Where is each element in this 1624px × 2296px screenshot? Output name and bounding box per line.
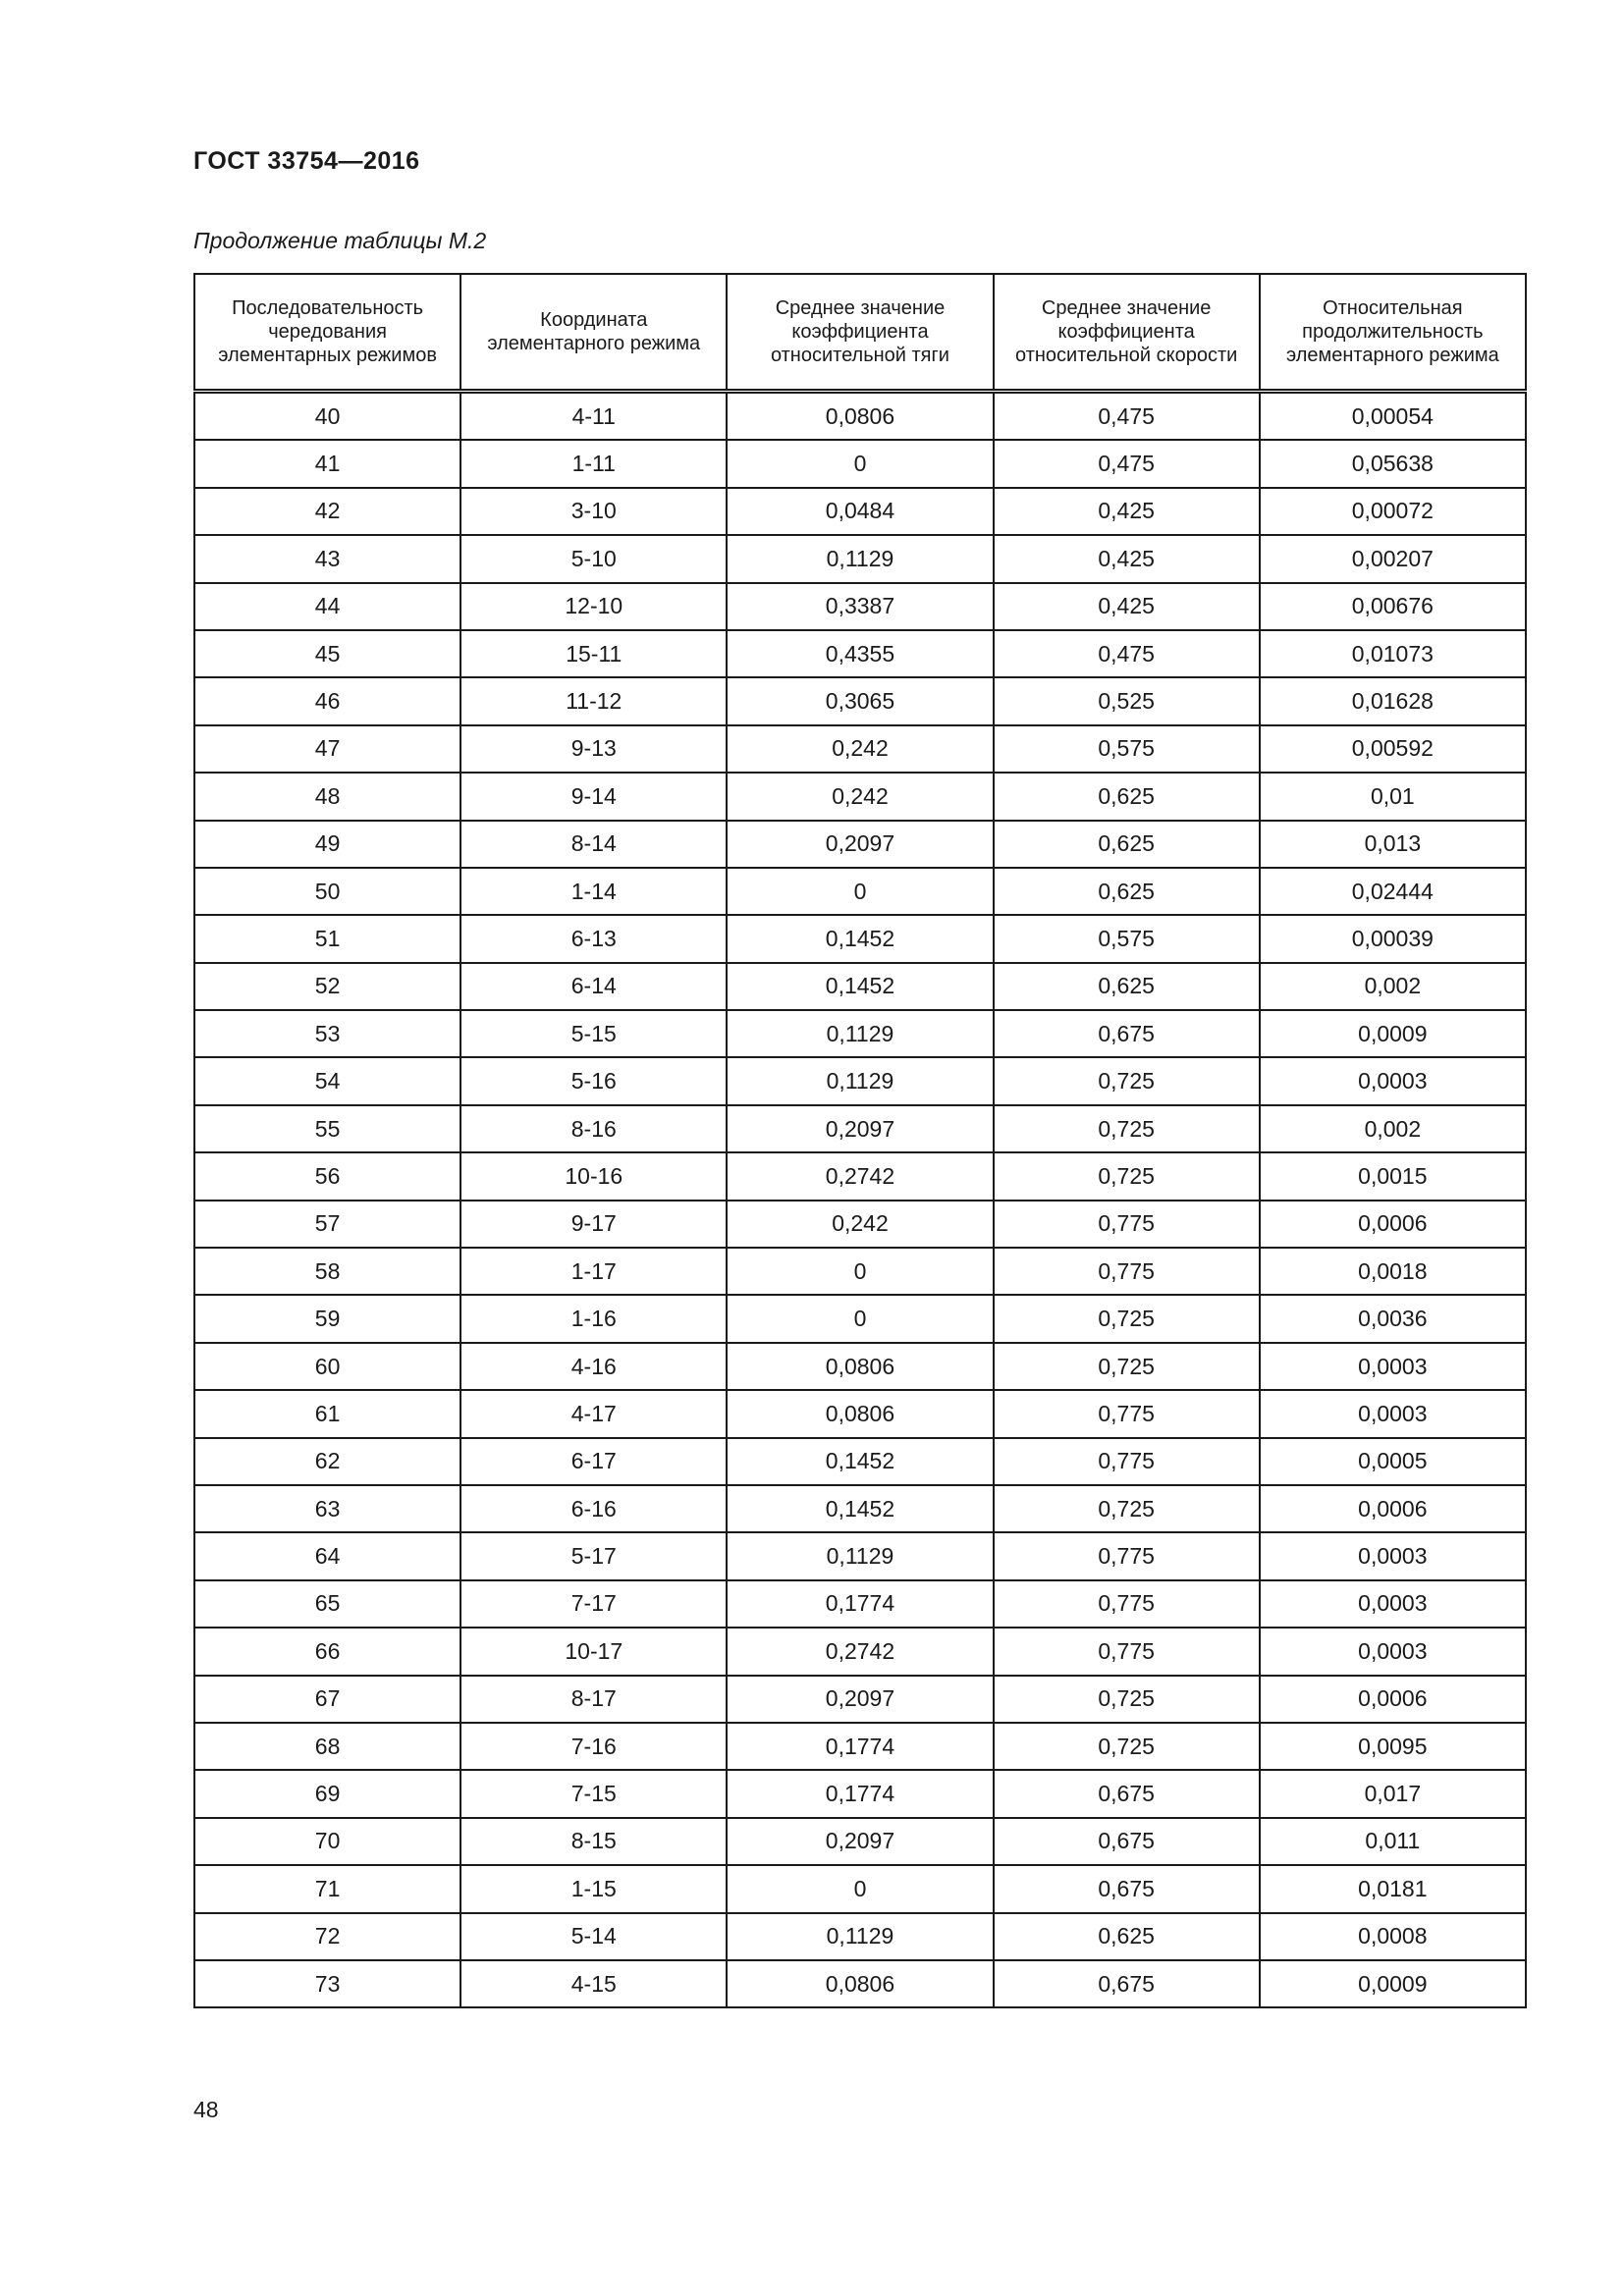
cell-speed-coefficient: 0,575 bbox=[994, 915, 1260, 962]
cell-speed-coefficient: 0,725 bbox=[994, 1295, 1260, 1342]
cell-sequence: 63 bbox=[194, 1485, 460, 1532]
cell-sequence: 67 bbox=[194, 1676, 460, 1723]
cell-speed-coefficient: 0,425 bbox=[994, 583, 1260, 630]
cell-coordinate: 7-15 bbox=[460, 1770, 727, 1817]
cell-thrust-coefficient: 0 bbox=[727, 1295, 993, 1342]
table-row bbox=[194, 1960, 1526, 2007]
cell-sequence: 42 bbox=[194, 488, 460, 535]
table-row bbox=[194, 725, 1526, 773]
table-header bbox=[194, 274, 1526, 392]
cell-coordinate: 1-15 bbox=[460, 1865, 727, 1912]
cell-coordinate: 8-17 bbox=[460, 1676, 727, 1723]
cell-sequence: 62 bbox=[194, 1438, 460, 1485]
table-row bbox=[194, 1152, 1526, 1200]
cell-thrust-coefficient: 0,1452 bbox=[727, 915, 993, 962]
cell-thrust-coefficient: 0,1452 bbox=[727, 963, 993, 1010]
cell-coordinate: 1-17 bbox=[460, 1248, 727, 1295]
cell-speed-coefficient: 0,675 bbox=[994, 1865, 1260, 1912]
table-caption: Продолжение таблицы М.2 bbox=[193, 228, 487, 253]
cell-sequence: 52 bbox=[194, 963, 460, 1010]
cell-sequence: 64 bbox=[194, 1532, 460, 1579]
cell-thrust-coefficient: 0,1452 bbox=[727, 1438, 993, 1485]
cell-relative-duration: 0,00676 bbox=[1260, 583, 1526, 630]
cell-speed-coefficient: 0,425 bbox=[994, 535, 1260, 582]
cell-sequence: 65 bbox=[194, 1580, 460, 1628]
cell-speed-coefficient: 0,675 bbox=[994, 1010, 1260, 1057]
cell-thrust-coefficient: 0,3387 bbox=[727, 583, 993, 630]
table-row bbox=[194, 440, 1526, 487]
cell-thrust-coefficient: 0,242 bbox=[727, 725, 993, 773]
cell-coordinate: 5-14 bbox=[460, 1913, 727, 1960]
cell-coordinate: 8-16 bbox=[460, 1105, 727, 1152]
cell-speed-coefficient: 0,725 bbox=[994, 1057, 1260, 1104]
cell-relative-duration: 0,0003 bbox=[1260, 1057, 1526, 1104]
table-row bbox=[194, 1770, 1526, 1817]
cell-thrust-coefficient: 0,2742 bbox=[727, 1628, 993, 1675]
cell-coordinate: 9-14 bbox=[460, 773, 727, 820]
table-row bbox=[194, 963, 1526, 1010]
table-row bbox=[194, 1580, 1526, 1628]
cell-thrust-coefficient: 0 bbox=[727, 1865, 993, 1912]
table-header-row bbox=[194, 274, 1526, 392]
cell-relative-duration: 0,0009 bbox=[1260, 1010, 1526, 1057]
cell-sequence: 66 bbox=[194, 1628, 460, 1675]
cell-thrust-coefficient: 0,1774 bbox=[727, 1723, 993, 1770]
table-row bbox=[194, 1723, 1526, 1770]
cell-sequence: 53 bbox=[194, 1010, 460, 1057]
cell-sequence: 45 bbox=[194, 630, 460, 677]
cell-relative-duration: 0,0003 bbox=[1260, 1390, 1526, 1437]
cell-sequence: 48 bbox=[194, 773, 460, 820]
cell-coordinate: 5-16 bbox=[460, 1057, 727, 1104]
cell-coordinate: 9-17 bbox=[460, 1201, 727, 1248]
cell-sequence: 59 bbox=[194, 1295, 460, 1342]
cell-thrust-coefficient: 0,1774 bbox=[727, 1580, 993, 1628]
cell-relative-duration: 0,0095 bbox=[1260, 1723, 1526, 1770]
cell-sequence: 69 bbox=[194, 1770, 460, 1817]
cell-relative-duration: 0,002 bbox=[1260, 1105, 1526, 1152]
cell-relative-duration: 0,05638 bbox=[1260, 440, 1526, 487]
cell-speed-coefficient: 0,675 bbox=[994, 1960, 1260, 2007]
cell-coordinate: 4-11 bbox=[460, 392, 727, 441]
table-row bbox=[194, 868, 1526, 915]
table-row bbox=[194, 1248, 1526, 1295]
cell-sequence: 55 bbox=[194, 1105, 460, 1152]
cell-speed-coefficient: 0,475 bbox=[994, 392, 1260, 441]
cell-thrust-coefficient: 0,1129 bbox=[727, 535, 993, 582]
table-row bbox=[194, 1865, 1526, 1912]
column-header-thrust-coefficient: Среднее значение коэффициента относительной тяги bbox=[727, 274, 993, 392]
table-row bbox=[194, 1343, 1526, 1390]
cell-coordinate: 8-14 bbox=[460, 821, 727, 868]
cell-coordinate: 10-16 bbox=[460, 1152, 727, 1200]
cell-speed-coefficient: 0,725 bbox=[994, 1485, 1260, 1532]
table-row bbox=[194, 915, 1526, 962]
cell-thrust-coefficient: 0,0806 bbox=[727, 1390, 993, 1437]
cell-speed-coefficient: 0,625 bbox=[994, 1913, 1260, 1960]
cell-thrust-coefficient: 0,1452 bbox=[727, 1485, 993, 1532]
cell-coordinate: 10-17 bbox=[460, 1628, 727, 1675]
cell-relative-duration: 0,0003 bbox=[1260, 1580, 1526, 1628]
cell-relative-duration: 0,017 bbox=[1260, 1770, 1526, 1817]
cell-relative-duration: 0,00039 bbox=[1260, 915, 1526, 962]
cell-speed-coefficient: 0,725 bbox=[994, 1343, 1260, 1390]
column-header-relative-duration: Относительная продолжительность элементарного режима bbox=[1260, 274, 1526, 392]
table-row bbox=[194, 1913, 1526, 1960]
cell-sequence: 47 bbox=[194, 725, 460, 773]
cell-coordinate: 4-17 bbox=[460, 1390, 727, 1437]
table-row bbox=[194, 773, 1526, 820]
cell-coordinate: 4-15 bbox=[460, 1960, 727, 2007]
cell-relative-duration: 0,0015 bbox=[1260, 1152, 1526, 1200]
cell-thrust-coefficient: 0,1129 bbox=[727, 1010, 993, 1057]
table-row bbox=[194, 392, 1526, 441]
cell-thrust-coefficient: 0,2097 bbox=[727, 821, 993, 868]
table-body bbox=[194, 392, 1526, 2008]
cell-sequence: 49 bbox=[194, 821, 460, 868]
cell-sequence: 73 bbox=[194, 1960, 460, 2007]
cell-sequence: 50 bbox=[194, 868, 460, 915]
table-row bbox=[194, 1676, 1526, 1723]
cell-relative-duration: 0,0006 bbox=[1260, 1676, 1526, 1723]
table-row bbox=[194, 1105, 1526, 1152]
cell-relative-duration: 0,0008 bbox=[1260, 1913, 1526, 1960]
cell-coordinate: 1-11 bbox=[460, 440, 727, 487]
table-row bbox=[194, 1532, 1526, 1579]
cell-thrust-coefficient: 0 bbox=[727, 440, 993, 487]
cell-relative-duration: 0,02444 bbox=[1260, 868, 1526, 915]
cell-relative-duration: 0,0036 bbox=[1260, 1295, 1526, 1342]
cell-speed-coefficient: 0,775 bbox=[994, 1628, 1260, 1675]
cell-speed-coefficient: 0,725 bbox=[994, 1676, 1260, 1723]
cell-coordinate: 15-11 bbox=[460, 630, 727, 677]
table-row bbox=[194, 488, 1526, 535]
cell-thrust-coefficient: 0 bbox=[727, 1248, 993, 1295]
cell-thrust-coefficient: 0,1129 bbox=[727, 1532, 993, 1579]
cell-coordinate: 12-10 bbox=[460, 583, 727, 630]
cell-thrust-coefficient: 0,1129 bbox=[727, 1913, 993, 1960]
table-row bbox=[194, 1390, 1526, 1437]
table-row bbox=[194, 1818, 1526, 1865]
cell-coordinate: 11-12 bbox=[460, 677, 727, 724]
cell-coordinate: 7-16 bbox=[460, 1723, 727, 1770]
column-header-coordinate: Координата элементарного режима bbox=[460, 274, 727, 392]
cell-speed-coefficient: 0,775 bbox=[994, 1390, 1260, 1437]
table-row bbox=[194, 1057, 1526, 1104]
page-number: 48 bbox=[193, 2097, 219, 2122]
cell-relative-duration: 0,0003 bbox=[1260, 1343, 1526, 1390]
column-header-sequence: Последовательность чередования элементарных режимов bbox=[194, 274, 460, 392]
cell-thrust-coefficient: 0,2097 bbox=[727, 1818, 993, 1865]
cell-relative-duration: 0,01073 bbox=[1260, 630, 1526, 677]
cell-speed-coefficient: 0,675 bbox=[994, 1770, 1260, 1817]
cell-sequence: 57 bbox=[194, 1201, 460, 1248]
table-row bbox=[194, 583, 1526, 630]
cell-relative-duration: 0,00592 bbox=[1260, 725, 1526, 773]
column-header-speed-coefficient: Среднее значение коэффициента относительной скорости bbox=[994, 274, 1260, 392]
cell-coordinate: 6-14 bbox=[460, 963, 727, 1010]
cell-relative-duration: 0,0006 bbox=[1260, 1201, 1526, 1248]
cell-speed-coefficient: 0,625 bbox=[994, 773, 1260, 820]
cell-sequence: 56 bbox=[194, 1152, 460, 1200]
cell-sequence: 41 bbox=[194, 440, 460, 487]
cell-speed-coefficient: 0,775 bbox=[994, 1201, 1260, 1248]
cell-thrust-coefficient: 0,1774 bbox=[727, 1770, 993, 1817]
cell-thrust-coefficient: 0,0484 bbox=[727, 488, 993, 535]
cell-sequence: 68 bbox=[194, 1723, 460, 1770]
data-table bbox=[193, 273, 1527, 2008]
cell-relative-duration: 0,01628 bbox=[1260, 677, 1526, 724]
cell-coordinate: 3-10 bbox=[460, 488, 727, 535]
cell-coordinate: 9-13 bbox=[460, 725, 727, 773]
cell-coordinate: 6-16 bbox=[460, 1485, 727, 1532]
cell-relative-duration: 0,01 bbox=[1260, 773, 1526, 820]
cell-sequence: 51 bbox=[194, 915, 460, 962]
cell-speed-coefficient: 0,675 bbox=[994, 1818, 1260, 1865]
cell-sequence: 70 bbox=[194, 1818, 460, 1865]
cell-thrust-coefficient: 0,242 bbox=[727, 1201, 993, 1248]
cell-relative-duration: 0,00207 bbox=[1260, 535, 1526, 582]
cell-thrust-coefficient: 0 bbox=[727, 868, 993, 915]
cell-sequence: 43 bbox=[194, 535, 460, 582]
cell-relative-duration: 0,013 bbox=[1260, 821, 1526, 868]
cell-thrust-coefficient: 0,0806 bbox=[727, 1960, 993, 2007]
cell-coordinate: 1-14 bbox=[460, 868, 727, 915]
cell-coordinate: 1-16 bbox=[460, 1295, 727, 1342]
cell-relative-duration: 0,0006 bbox=[1260, 1485, 1526, 1532]
cell-speed-coefficient: 0,725 bbox=[994, 1152, 1260, 1200]
cell-relative-duration: 0,00072 bbox=[1260, 488, 1526, 535]
cell-thrust-coefficient: 0,242 bbox=[727, 773, 993, 820]
cell-coordinate: 6-13 bbox=[460, 915, 727, 962]
cell-speed-coefficient: 0,475 bbox=[994, 440, 1260, 487]
cell-sequence: 60 bbox=[194, 1343, 460, 1390]
cell-coordinate: 7-17 bbox=[460, 1580, 727, 1628]
table-row bbox=[194, 821, 1526, 868]
table-row bbox=[194, 1201, 1526, 1248]
cell-speed-coefficient: 0,475 bbox=[994, 630, 1260, 677]
cell-sequence: 71 bbox=[194, 1865, 460, 1912]
table-row bbox=[194, 1295, 1526, 1342]
cell-relative-duration: 0,0003 bbox=[1260, 1628, 1526, 1675]
table-row bbox=[194, 630, 1526, 677]
cell-thrust-coefficient: 0,2097 bbox=[727, 1676, 993, 1723]
cell-speed-coefficient: 0,425 bbox=[994, 488, 1260, 535]
table-row bbox=[194, 1485, 1526, 1532]
cell-speed-coefficient: 0,775 bbox=[994, 1580, 1260, 1628]
cell-speed-coefficient: 0,775 bbox=[994, 1438, 1260, 1485]
cell-thrust-coefficient: 0,2742 bbox=[727, 1152, 993, 1200]
cell-coordinate: 6-17 bbox=[460, 1438, 727, 1485]
cell-speed-coefficient: 0,625 bbox=[994, 821, 1260, 868]
table-row bbox=[194, 1438, 1526, 1485]
cell-relative-duration: 0,0005 bbox=[1260, 1438, 1526, 1485]
cell-sequence: 54 bbox=[194, 1057, 460, 1104]
cell-sequence: 46 bbox=[194, 677, 460, 724]
cell-speed-coefficient: 0,775 bbox=[994, 1532, 1260, 1579]
cell-coordinate: 5-17 bbox=[460, 1532, 727, 1579]
cell-relative-duration: 0,002 bbox=[1260, 963, 1526, 1010]
cell-coordinate: 8-15 bbox=[460, 1818, 727, 1865]
cell-relative-duration: 0,0009 bbox=[1260, 1960, 1526, 2007]
table-row bbox=[194, 1628, 1526, 1675]
cell-sequence: 58 bbox=[194, 1248, 460, 1295]
cell-coordinate: 4-16 bbox=[460, 1343, 727, 1390]
cell-thrust-coefficient: 0,1129 bbox=[727, 1057, 993, 1104]
cell-relative-duration: 0,0018 bbox=[1260, 1248, 1526, 1295]
cell-speed-coefficient: 0,725 bbox=[994, 1723, 1260, 1770]
cell-speed-coefficient: 0,525 bbox=[994, 677, 1260, 724]
cell-speed-coefficient: 0,625 bbox=[994, 868, 1260, 915]
cell-thrust-coefficient: 0,0806 bbox=[727, 392, 993, 441]
table-row bbox=[194, 1010, 1526, 1057]
cell-coordinate: 5-10 bbox=[460, 535, 727, 582]
cell-relative-duration: 0,0181 bbox=[1260, 1865, 1526, 1912]
cell-thrust-coefficient: 0,3065 bbox=[727, 677, 993, 724]
cell-thrust-coefficient: 0,0806 bbox=[727, 1343, 993, 1390]
cell-relative-duration: 0,00054 bbox=[1260, 392, 1526, 441]
cell-speed-coefficient: 0,775 bbox=[994, 1248, 1260, 1295]
cell-thrust-coefficient: 0,4355 bbox=[727, 630, 993, 677]
table-row bbox=[194, 677, 1526, 724]
cell-speed-coefficient: 0,625 bbox=[994, 963, 1260, 1010]
cell-coordinate: 5-15 bbox=[460, 1010, 727, 1057]
cell-relative-duration: 0,011 bbox=[1260, 1818, 1526, 1865]
cell-sequence: 61 bbox=[194, 1390, 460, 1437]
table-row bbox=[194, 535, 1526, 582]
document-header: ГОСТ 33754—2016 bbox=[193, 147, 420, 175]
cell-sequence: 44 bbox=[194, 583, 460, 630]
cell-relative-duration: 0,0003 bbox=[1260, 1532, 1526, 1579]
cell-sequence: 40 bbox=[194, 392, 460, 441]
cell-thrust-coefficient: 0,2097 bbox=[727, 1105, 993, 1152]
cell-speed-coefficient: 0,725 bbox=[994, 1105, 1260, 1152]
cell-sequence: 72 bbox=[194, 1913, 460, 1960]
cell-speed-coefficient: 0,575 bbox=[994, 725, 1260, 773]
